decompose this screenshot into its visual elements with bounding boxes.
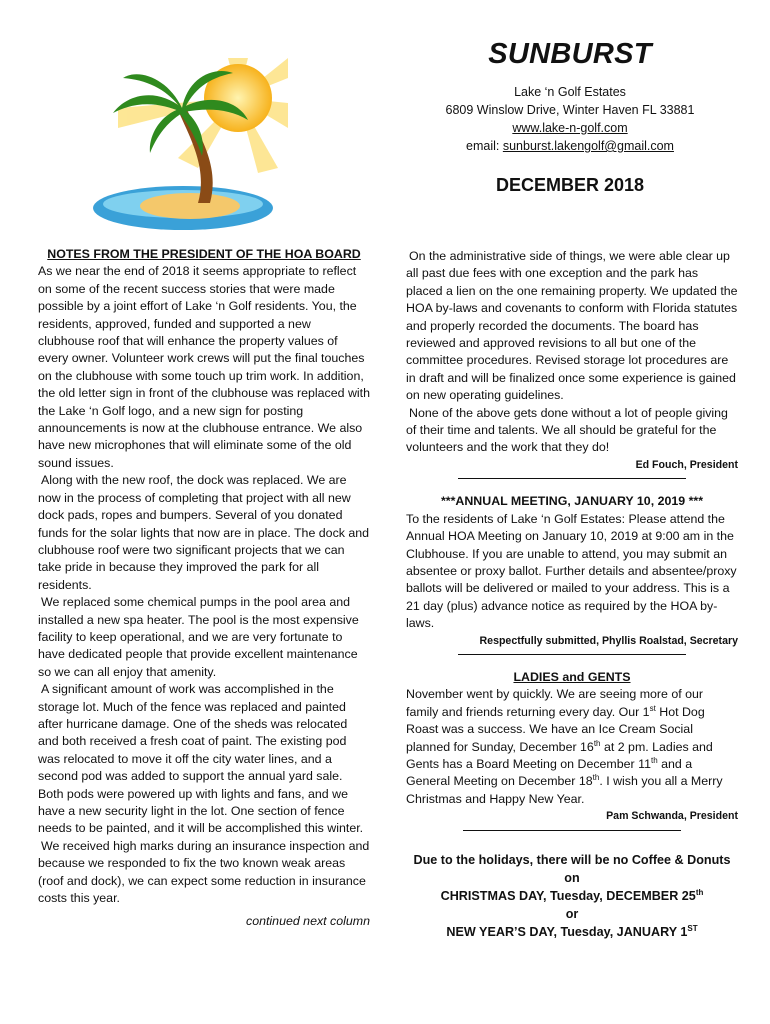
signature-president: Ed Fouch, President	[635, 458, 738, 471]
right-column	[406, 248, 738, 941]
paragraph: As we near the end of 2018 it seems appropriate to reflect on some of the recent success stories that were made possible by a joint effort of Lake ‘n Golf residents. You, the residents, approved, funded and supported a new clubhouse roof that will enhance the property values of every owner. Volunteer work crews will put the final touches on the clubhouse with some touch up trim work. In addition, the old letter sign in front of the clubhouse was replaced with the Lake ‘n Golf logo, and a new sign for posting announcements is now at the clubhouse entrance. We also have new microphones that will eliminate some of the old sound issues.	[38, 264, 370, 470]
email-link[interactable]: sunburst.lakengolf@gmail.com	[502, 139, 674, 153]
issue-month: DECEMBER 2018	[495, 175, 645, 195]
website-link[interactable]: www.lake-n-golf.com	[512, 121, 628, 135]
palm-tree-sun-logo-icon	[78, 58, 288, 238]
estate-name: Lake ‘n Golf Estates	[514, 85, 626, 99]
ladies-gents-heading: LADIES and GENTS	[513, 669, 631, 684]
contact-block	[380, 83, 760, 155]
signature-secretary: Respectfully submitted, Phyllis Roalstad, Secretary	[479, 634, 738, 647]
street-address: 6809 Winslow Drive, Winter Haven FL 33881	[445, 103, 695, 117]
president-notes-heading: NOTES FROM THE PRESIDENT OF THE HOA BOARD	[47, 247, 361, 261]
signature-ladies-gents: Pam Schwanda, President	[606, 810, 738, 823]
email-label: email:	[466, 139, 500, 153]
paragraph: On the administrative side of things, we were able clear up all past due fees with one exception and the park has placed a lien on the one remaining property. We updated the HOA by-laws and covenants to conform with Florida statutes and properly recorded the documents. The board has reviewed and approved revisions to all but one of the committee procedures. Revised storage lot procedures are in draft and will be finalized once some experience is gained on new operating guidelines.	[406, 249, 738, 403]
annual-meeting-heading: ***ANNUAL MEETING, JANUARY 10, 2019 ***	[440, 494, 704, 509]
paragraph: None of the above gets done without a lot of people giving of their time and talents. We all should be grateful for the volunteers and the work that they do!	[406, 405, 728, 455]
paragraph: To the residents of Lake ‘n Golf Estates: Please attend the Annual HOA Meeting on January 10, 2019 at 9:00 am in the Clubhouse. If you are unable to attend, you may submit an absentee or proxy ballot. Further details and absentee/proxy ballots will be delivered or mailed to your address. This is a 21 day (plus) advance notice as required by the HOA by-laws.	[406, 511, 737, 631]
masthead	[380, 38, 760, 196]
continued-note: continued next column	[246, 914, 370, 929]
left-column	[38, 246, 370, 931]
paragraph: A significant amount of work was accomplished in the storage lot. Much of the fence was replaced and painted after hurricane damage. One of the sheds was relocated and both received a fresh coat of paint. The existing pod was relocated to move it off the city water lines, and a second pod was added to support the annual yard sale. Both pods were powered up with lights and fans, and we have a new security light in the lot. One section of fence needs to be painted, and it will be accomplished this winter.	[38, 682, 364, 836]
paragraph: Along with the new roof, the dock was replaced. We are now in the process of completing that project with all new dock pads, ropes and bumpers. Several of you donated funds for the solar lights that now are in place. The dock and clubhouse roof were two significant projects that we can take pride in because they improved the park for all residents.	[38, 473, 370, 592]
holiday-notice: Due to the holidays, there will be no Coffee & Donuts on CHRISTMAS DAY, Tuesday, DECEMBER 25th or NEW YEAR’S DAY, Tuesday, JANUARY 1ST	[413, 852, 731, 939]
paragraph: We received high marks during an insurance inspection and because we responded to fix the two known weak areas (roof and dock), we can expect some reduction in insurance costs this year.	[38, 838, 370, 906]
paragraph: We replaced some chemical pumps in the pool area and installed a new spa heater. The pool is the most expensive facility to keep operational, and we are very fortunate to have dedicated people that provide excellent maintenance so we can all enjoy that amenity.	[38, 595, 359, 679]
paragraph: November went by quickly. We are seeing more of our family and friends returning every day. Our 1st Hot Dog Roast was a success. We have an Ice Cream Social planned for Sunday, December 16th at 2 pm. Ladies and Gents has a Board Meeting on December 11th and a General Meeting on December 18th. I wish you all a Merry Christmas and Happy New Year.	[406, 687, 723, 806]
newsletter-title: SUNBURST	[488, 38, 652, 70]
